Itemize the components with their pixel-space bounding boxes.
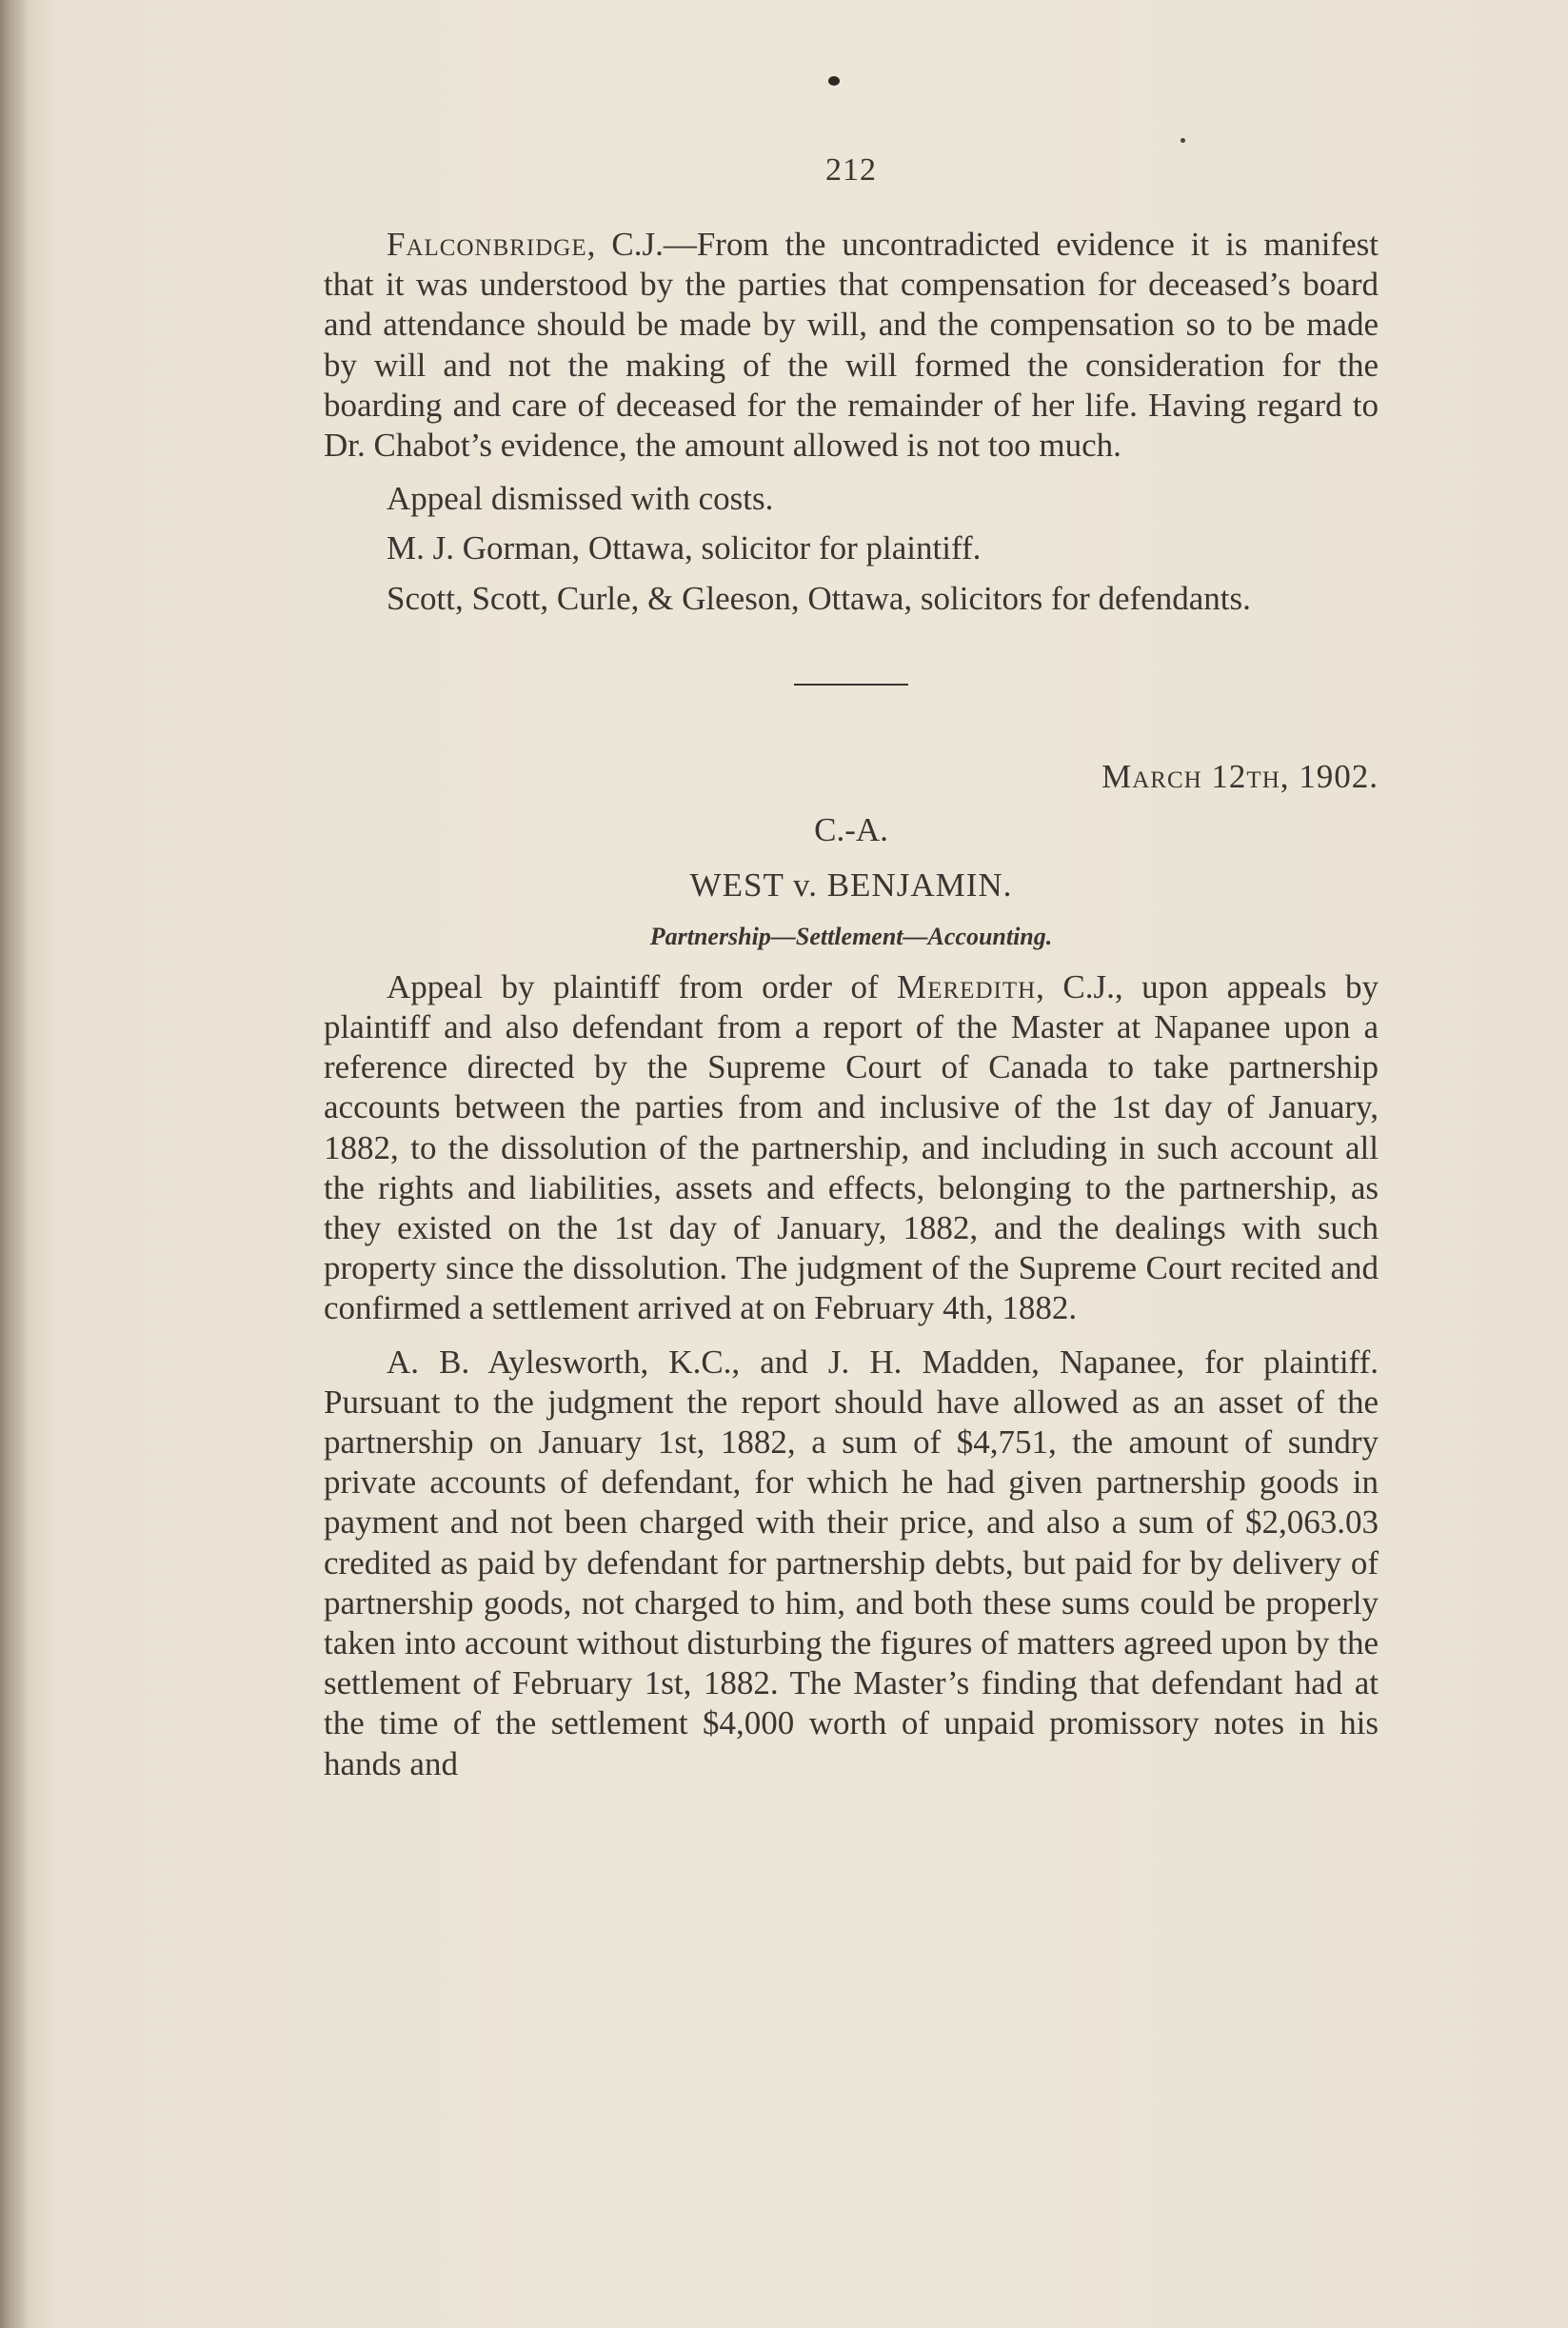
statement-text-after: , C.J., upon appeals by plaintiff and also defendant from a report of the Master at Napanee upon a reference directed by the Supreme Court of Canada to take partnership accounts between the parties from and inclusive of the 1st day of January, 1882, to the dissolution of the partnership, and including in such account all the rights and liabilities, assets and effects, belonging to the partnership, as they existed on the 1st day of January, 1882, and the dealings with such property since the dissolution. The judgment of the Supreme Court recited and confirmed a settlement arrived at on February 4th, 1882. [324, 967, 1379, 1327]
statement-text-before: Appeal by plaintiff from order of [387, 967, 898, 1005]
case-title: WEST v. BENJAMIN. [689, 866, 1013, 904]
page-number: 212 [825, 152, 877, 188]
case-headnote: Partnership—Settlement—Accounting. [649, 922, 1053, 950]
solicitors-defendants: Scott, Scott, Curle, & Gleeson, Ottawa, solicitors for defendants. [387, 579, 1251, 617]
judge-name: Falconbridge [387, 226, 587, 263]
text-column [324, 152, 1379, 1784]
solicitor-plaintiff: M. J. Gorman, Ottawa, solicitor for plaintiff. [387, 529, 982, 567]
ink-speck [828, 76, 840, 86]
judgment-text: , C.J.—From the uncontradicted evidence it is manifest that it was understood by the parties that compensation for deceased’s board and attendance should be made by will, and the compensation so to be made by will and not the making of the will formed the consideration for the boarding and care of deceased for the remainder of her life. Having regard to Dr. Chabot’s evidence, the amount allowed is not too much. [324, 226, 1379, 465]
judgment-paragraph [324, 225, 1379, 466]
court-abbreviation: C.-A. [814, 810, 888, 848]
disposition: Appeal dismissed with costs. [387, 480, 774, 518]
ink-speck-small [1181, 138, 1185, 143]
argument-paragraph: A. B. Aylesworth, K.C., and J. H. Madden, Napanee, for plaintiff. Pursuant to the judgment the report should have allowed as an asset of the partnership on January 1st, 1882, a sum of $4,751, the amount of sundry private accounts of defendant, for which he had given partnership goods in payment and not been charged with their price, and also a sum of $2,063.03 credited as paid by defendant for partnership debts, but paid for by delivery of partnership goods, not charged to him, and both these sums could be properly taken into account without disturbing the figures of matters agreed upon by the settlement of February 1st, 1882. The Master’s finding that defendant had at the time of the settlement $4,000 worth of unpaid promissory notes in his hands and [324, 1343, 1379, 1782]
book-spine-shadow [0, 0, 29, 2328]
case-date: March 12th, 1902. [1102, 757, 1379, 795]
section-divider [794, 684, 908, 686]
statement-judge: Meredith [897, 967, 1037, 1005]
statement-paragraph [324, 967, 1379, 1329]
